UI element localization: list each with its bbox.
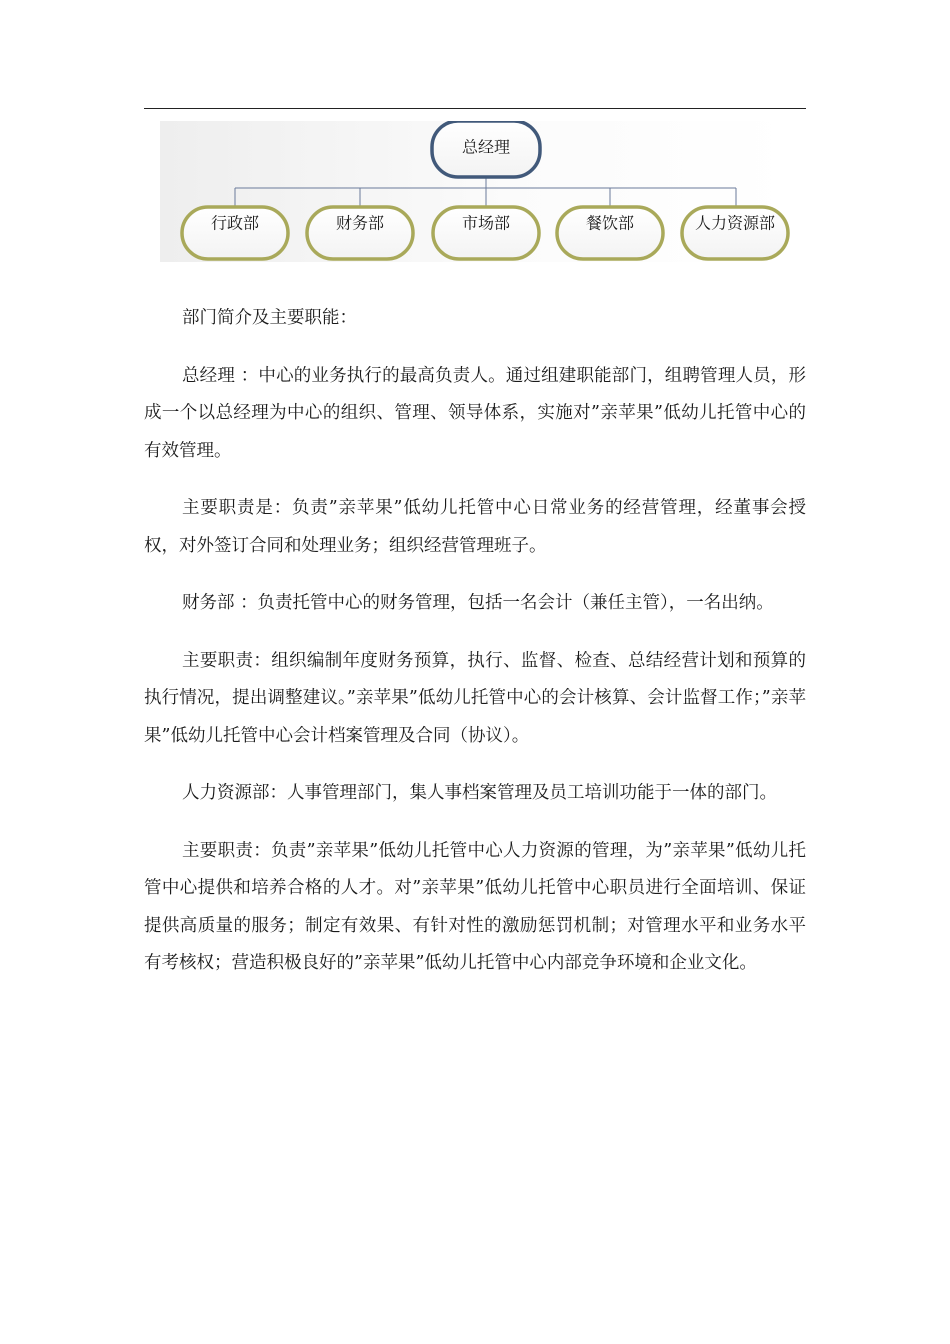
document-body bbox=[144, 300, 806, 1003]
department-node-3 bbox=[433, 207, 539, 259]
department-node-5 bbox=[682, 207, 788, 259]
root-node bbox=[432, 121, 540, 177]
root-node-label: 总经理 bbox=[461, 137, 511, 157]
section-heading: 部门简介及主要职能： bbox=[182, 308, 357, 328]
department-label: 财务部 bbox=[335, 213, 385, 233]
department-node-2 bbox=[307, 207, 413, 259]
header-rule bbox=[144, 108, 806, 109]
department-node-4 bbox=[557, 207, 663, 259]
finance-intro-paragraph: 财务部 ：负责托管中心的财务管理，包括一名会计（兼任主管），一名出纳。 bbox=[182, 593, 774, 613]
hr-intro-paragraph: 人力资源部：人事管理部门，集人事档案管理及员工培训功能于一体的部门。 bbox=[182, 783, 777, 803]
gm-intro-paragraph: 总经理 ：中心的业务执行的最高负责人。通过组建职能部门，组聘管理人员，形成一个以总经理为中心的组织、管理、领导体系，实施对”亲苹果”低幼儿托管中心的有效管理。 bbox=[144, 365, 806, 461]
org-chart bbox=[160, 121, 790, 262]
department-label: 餐饮部 bbox=[585, 213, 635, 233]
department-node-1 bbox=[182, 207, 288, 259]
department-label: 行政部 bbox=[210, 213, 260, 233]
org-chart-canvas bbox=[160, 121, 790, 262]
department-label: 人力资源部 bbox=[694, 213, 776, 233]
finance-duties-paragraph: 主要职责：组织编制年度财务预算，执行、监督、检查、总结经营计划和预算的执行情况，提出调整建议。”亲苹果”低幼儿托管中心的会计核算、会计监督工作；”亲苹果”低幼儿托管中心会计档案管理及合同（协议）。 bbox=[144, 650, 806, 746]
department-label: 市场部 bbox=[461, 213, 511, 233]
hr-duties-paragraph: 主要职责：负责”亲苹果”低幼儿托管中心人力资源的管理，为”亲苹果”低幼儿托管中心提供和培养合格的人才。对”亲苹果”低幼儿托管中心职员进行全面培训、保证提供高质量的服务；制定有效果、有针对性的激励惩罚机制；对管理水平和业务水平有考核权；营造积极良好的”亲苹果”低幼儿托管中心内部竞争环境和企业文化。 bbox=[144, 840, 806, 973]
gm-duties-paragraph: 主要职责是：负责”亲苹果”低幼儿托管中心日常业务的经营管理，经董事会授权，对外签订合同和处理业务；组织经营管理班子。 bbox=[144, 498, 806, 556]
